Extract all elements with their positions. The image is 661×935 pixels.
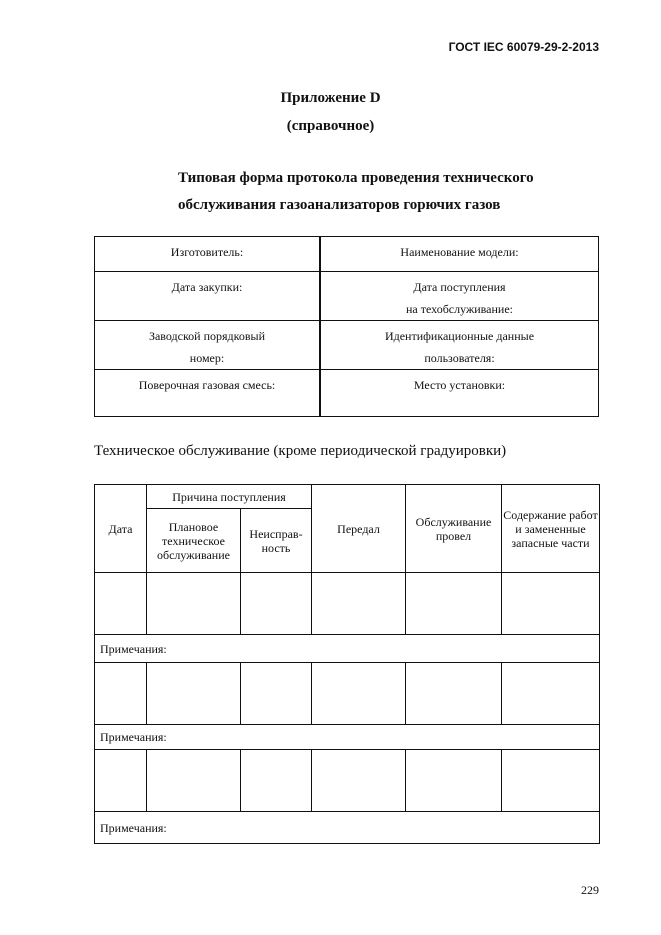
info-label: Идентификационные данные xyxy=(384,329,535,343)
info-cell-test-gas[interactable] xyxy=(95,370,321,417)
entry-cell[interactable] xyxy=(502,750,600,812)
notes-cell[interactable] xyxy=(95,812,600,844)
info-label: Наименование модели: xyxy=(400,245,519,259)
info-label: Дата поступления xyxy=(413,280,506,294)
info-cell-location[interactable] xyxy=(320,370,599,417)
entry-cell[interactable] xyxy=(147,663,241,725)
info-label: Дата закупки: xyxy=(171,280,243,294)
table-row xyxy=(95,663,600,725)
col-handed-over-header: Передал xyxy=(312,485,406,573)
notes-row xyxy=(95,725,600,750)
standard-header: ГОСТ IEC 60079-29-2-2013 xyxy=(448,40,599,54)
notes-cell[interactable] xyxy=(95,635,600,663)
notes-row xyxy=(95,635,600,663)
equipment-info-table xyxy=(94,236,599,417)
entry-cell[interactable] xyxy=(147,573,241,635)
maintenance-heading: Техническое обслуживание (кроме периодической градуировки) xyxy=(94,443,507,459)
entry-cell[interactable] xyxy=(95,663,147,725)
info-label: пользователя: xyxy=(424,351,495,365)
entry-cell[interactable] xyxy=(406,750,502,812)
entry-cell[interactable] xyxy=(406,663,502,725)
entry-cell[interactable] xyxy=(95,750,147,812)
col-serviced-by-header: Обслуживание провел xyxy=(406,485,502,573)
appendix-subtitle: (справочное) xyxy=(286,118,375,134)
entry-cell[interactable] xyxy=(241,573,312,635)
info-cell-model[interactable] xyxy=(320,237,599,272)
entry-cell[interactable] xyxy=(95,573,147,635)
notes-label: Примечания: xyxy=(100,820,167,835)
entry-cell[interactable] xyxy=(312,750,406,812)
notes-cell[interactable] xyxy=(95,725,600,750)
page-number: 229 xyxy=(581,883,599,897)
info-label: Изготовитель: xyxy=(170,245,244,259)
form-title-line1: Типовая форма протокола проведения технического xyxy=(178,170,534,186)
entry-cell[interactable] xyxy=(312,573,406,635)
info-cell-user-id[interactable] xyxy=(320,321,599,370)
maintenance-table xyxy=(94,484,600,844)
entry-cell[interactable] xyxy=(406,573,502,635)
col-date-header: Дата xyxy=(95,485,147,573)
info-label: на техобслуживание: xyxy=(405,302,513,316)
info-row xyxy=(95,370,599,417)
entry-cell[interactable] xyxy=(241,750,312,812)
entry-cell[interactable] xyxy=(502,573,600,635)
info-row xyxy=(95,272,599,321)
entry-cell[interactable] xyxy=(241,663,312,725)
table-row xyxy=(95,573,600,635)
table-row xyxy=(95,750,600,812)
info-label: номер: xyxy=(189,351,225,365)
notes-label: Примечания: xyxy=(100,730,167,744)
info-label: Место установки: xyxy=(413,378,506,392)
col-reason-header: Причина поступления xyxy=(147,485,312,509)
col-fault-header: Неисправ-ность xyxy=(241,509,312,573)
info-cell-receipt-date[interactable] xyxy=(320,272,599,321)
entry-cell[interactable] xyxy=(147,750,241,812)
info-row xyxy=(95,237,599,272)
info-label: Заводской порядковый xyxy=(148,329,266,343)
info-cell-serial-number[interactable] xyxy=(95,321,321,370)
info-cell-purchase-date[interactable] xyxy=(95,272,321,321)
notes-row xyxy=(95,812,600,844)
appendix-title: Приложение D xyxy=(280,90,381,106)
entry-cell[interactable] xyxy=(502,663,600,725)
entry-cell[interactable] xyxy=(312,663,406,725)
info-label: Поверочная газовая смесь: xyxy=(138,378,276,392)
col-content-header: Содержание работ и замененные запасные части xyxy=(502,485,600,573)
info-cell-manufacturer[interactable] xyxy=(95,237,321,272)
form-title-line2: обслуживания газоанализаторов горючих газов xyxy=(178,197,501,213)
header-row xyxy=(95,485,600,509)
col-planned-header: Плановое техническое обслуживание xyxy=(147,509,241,573)
notes-label: Примечания: xyxy=(100,641,167,656)
info-row xyxy=(95,321,599,370)
